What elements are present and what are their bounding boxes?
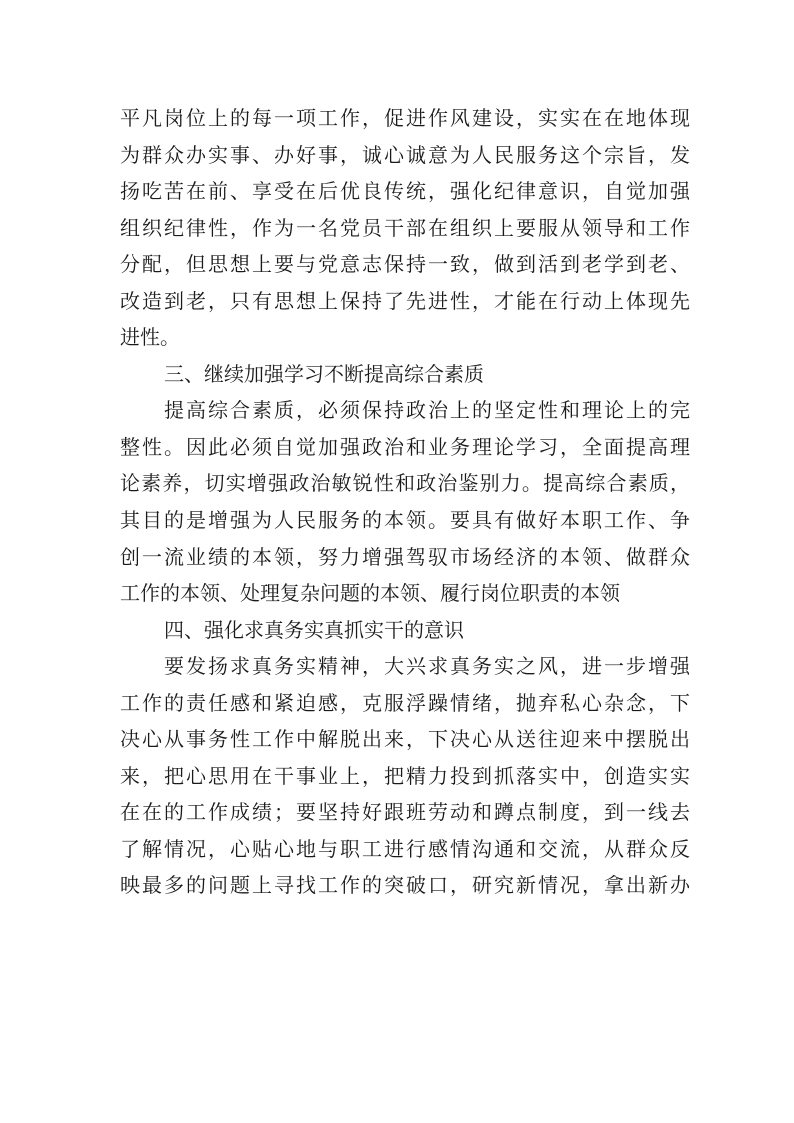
paragraph-line: 来，把心思用在干事业上，把精力投到抓落实中，创造实实 [120, 763, 690, 788]
paragraph-line: 创一流业绩的本领，努力增强驾驭市场经济的本领、做群众 [120, 544, 690, 569]
paragraph-line: 论素养，切实增强政治敏锐性和政治鉴别力。提高综合素质， [120, 471, 690, 496]
paragraph-line: 了解情况，心贴心地与职工进行感情沟通和交流，从群众反 [120, 836, 690, 861]
document-body [120, 100, 690, 904]
paragraph-line: 组织纪律性，作为一名党员干部在组织上要服从领导和工作 [120, 215, 690, 240]
paragraph-line: 为群众办实事、办好事，诚心诚意为人民服务这个宗旨，发 [120, 142, 690, 167]
paragraph-line: 进性。 [120, 325, 180, 350]
paragraph-line: 改造到老，只有思想上保持了先进性，才能在行动上体现先 [120, 288, 690, 313]
paragraph-line: 决心从事务性工作中解脱出来，下决心从送往迎来中摆脱出 [120, 727, 690, 752]
paragraph-line: 整性。因此必须自觉加强政治和业务理论学习，全面提高理 [120, 434, 690, 459]
paragraph-line: 平凡岗位上的每一项工作，促进作风建设，实实在在地体现 [120, 106, 690, 130]
paragraph-line: 工作的责任感和紧迫感，克服浮躁情绪，抛弃私心杂念，下 [120, 690, 690, 715]
paragraph-line: 映最多的问题上寻找工作的突破口，研究新情况，拿出新办 [120, 873, 690, 898]
paragraph-line: 工作的本领、处理复杂问题的本领、履行岗位职责的本领 [120, 581, 620, 606]
paragraph-line: 提高综合素质，必须保持政治上的坚定性和理论上的完 [164, 398, 690, 423]
section-heading: 三、继续加强学习不断提高综合素质 [164, 361, 484, 386]
section-heading: 四、强化求真务实真抓实干的意识 [164, 617, 464, 642]
paragraph-line: 分配，但思想上要与党意志保持一致，做到活到老学到老、 [120, 252, 690, 277]
paragraph-line: 在在的工作成绩；要坚持好跟班劳动和蹲点制度，到一线去 [120, 800, 690, 825]
paragraph-line: 其目的是增强为人民服务的本领。要具有做好本职工作、争 [120, 508, 690, 533]
paragraph-line: 扬吃苦在前、享受在后优良传统，强化纪律意识，自觉加强 [120, 179, 690, 204]
paragraph-line: 要发扬求真务实精神，大兴求真务实之风，进一步增强 [164, 654, 690, 679]
